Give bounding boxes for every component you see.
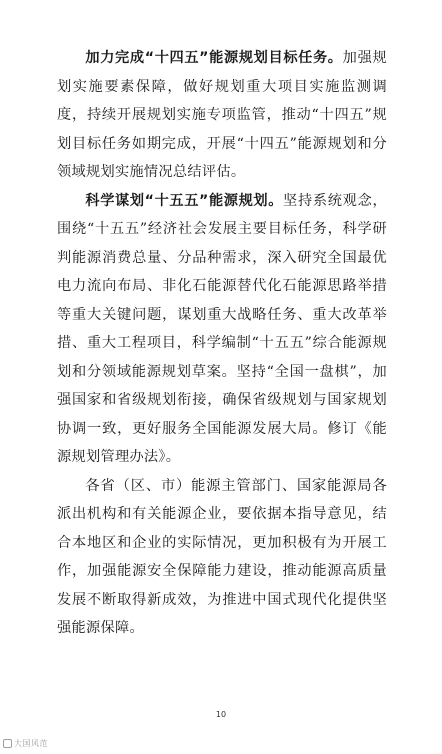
paragraph-energy-15th-plan (57, 187, 387, 472)
watermark-text: 大国风范 (14, 739, 48, 748)
paragraph-text: 各省（区、市）能源主管部门、国家能源局各派出机构和有关能源企业，要依据本指导意见，结合本地区和企业的实际情况，更加积极有为开展工作，加强能源安全保障能力建设，推动能源高质量发展不断取得新成效，为推进中国式现代化提供坚强能源保障。 (57, 477, 387, 636)
paragraph-energy-14th-plan (57, 44, 387, 187)
paragraph-lead: 加力完成“十四五”能源规划目标任务。 (85, 50, 343, 66)
paragraph-closing-instructions (57, 472, 387, 643)
document-body (57, 44, 387, 643)
watermark (3, 738, 48, 749)
paragraph-text: 加强规划实施要素保障，做好规划重大项目实施监测调度，持续开展规划实施专项监管，推动“十四五”规划目标任务如期完成，开展“十四五”能源规划和分领域规划实施情况总结评估。 (57, 50, 388, 180)
paragraph-lead: 科学谋划“十五五”能源规划。 (85, 192, 284, 209)
page-number: 10 (215, 710, 227, 719)
watermark-logo-icon (3, 739, 12, 748)
paragraph-text: 坚持系统观念，围绕“十五五”经济社会发展主要目标任务，科学研判能源消费总量、分品种需求，深入研究全国最优电力流向布局、非化石能源替代化石能源思路举措等重大关键问题，谋划重大战略任务、重大改革举措、重大工程项目，科学编制“十五五”综合能源规划和分领域能源规划草案。坚持“全国一盘棋”，加强国家和省级规划衔接，确保省级规划与国家规划协调一致，更好服务全国能源发展大局。修订《能源规划管理办法》。 (57, 192, 387, 465)
